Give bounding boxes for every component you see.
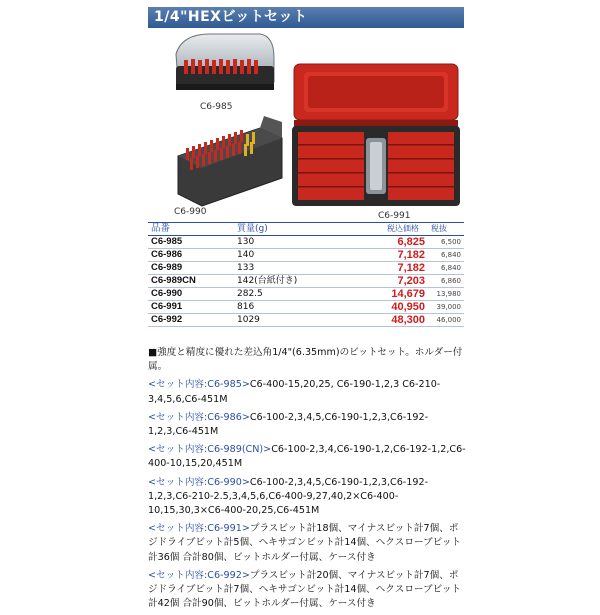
spec-table [148,222,464,327]
row-base: 13,980 [428,288,464,301]
row-price: 6,825 [384,236,428,249]
set-tag: <セット内容:C6-992> [148,569,250,581]
row-mass: 140 [234,249,384,262]
set-description [148,346,466,615]
row-code: C6-990 [148,288,234,301]
row-code: C6-989 [148,262,234,275]
page-title: 1/4"HEXビットセット [148,7,464,28]
product-image-c6-990 [174,118,286,210]
table-row [148,262,464,275]
set-tag: <セット内容:C6-990> [148,476,250,488]
product-image-c6-991 [290,62,462,210]
caption-c6-985: C6-985 [200,102,233,112]
row-price: 7,203 [384,275,428,288]
table-header-row [148,223,464,236]
row-mass: 142(台紙付き) [234,275,384,288]
row-price: 48,300 [384,314,428,327]
product-image-c6-985 [170,32,280,100]
row-price: 40,950 [384,301,428,314]
row-mass: 133 [234,262,384,275]
row-base: 6,840 [428,249,464,262]
row-price: 7,182 [384,249,428,262]
set-tag: <セット内容:C6-986> [148,411,250,423]
row-price: 14,679 [384,288,428,301]
table-row [148,249,464,262]
set-contents-c6-991 [148,522,466,565]
row-price: 7,182 [384,262,428,275]
set-text: プラスビット計18個、マイナスビット計7個、ポジドライブビット計5個、ヘキサゴンビット計14個、ヘクスローブビット計36個 合計80個、ビットホルダー付属、ケース付き [148,523,462,563]
set-contents-c6-992 [148,569,466,612]
row-mass: 1029 [234,314,384,327]
set-text: プラスビット計20個、マイナスビット計7個、ポジドライブビット計7個、ヘキサゴンビット計14個、ヘクスローブビット計42個 合計90個、ビットホルダー付属、ケース付き [148,569,462,610]
set-contents-c6-986 [148,411,466,439]
set-text: C6-400-15,20,25, C6-190-1,2,3 C6-210-3,4,5,6,C6-451M [148,379,441,405]
set-tag: <セット内容:C6-985> [148,379,250,391]
header-price: 税込価格 [384,223,428,236]
row-mass: 816 [234,301,384,314]
row-base: 6,840 [428,262,464,275]
header-mass: 質量(g) [234,223,384,236]
intro-note: ■強度と精度に優れた差込角1/4"(6.35mm)のビットセット。ホルダー付属。 [148,347,463,373]
row-code: C6-986 [148,249,234,262]
row-base: 6,500 [428,236,464,249]
set-tag: <セット内容:C6-989(CN)> [148,444,272,456]
row-code: C6-985 [148,236,234,249]
header-code: 品番 [148,223,234,236]
table-row [148,275,464,288]
set-contents-c6-990 [148,476,466,519]
caption-c6-991: C6-991 [378,211,411,221]
set-contents-c6-985 [148,378,466,406]
table-row [148,236,464,249]
row-code: C6-991 [148,301,234,314]
row-base: 6,860 [428,275,464,288]
row-base: 46,000 [428,314,464,327]
caption-c6-990: C6-990 [174,207,207,217]
row-code: C6-992 [148,314,234,327]
table-row [148,288,464,301]
row-mass: 130 [234,236,384,249]
set-text: C6-100-2,3,4,5,C6-190-1,2,3,C6-192-1,2,3,C6-210-2.5,3,4,5,6,C6-400-9,27,40,2×C6-400-10,15,30,3×C6-400-20,25,C6-451M [148,476,429,517]
table-row [148,314,464,327]
product-photos [148,28,464,220]
row-mass: 282.5 [234,288,384,301]
row-code: C6-989CN [148,275,234,288]
header-base: 税抜 [428,223,464,236]
set-text: C6-100-2,3,4,5,C6-190-1,2,3,C6-192-1,2,3,C6-451M [148,411,429,438]
set-contents-c6-989cn [148,443,466,471]
set-tag: <セット内容:C6-991> [148,523,250,535]
row-base: 39,000 [428,301,464,314]
table-row [148,301,464,314]
set-text: C6-100-2,3,4,C6-190-1,2,C6-192-1,2,C6-400-10,15,20,451M [148,444,466,470]
